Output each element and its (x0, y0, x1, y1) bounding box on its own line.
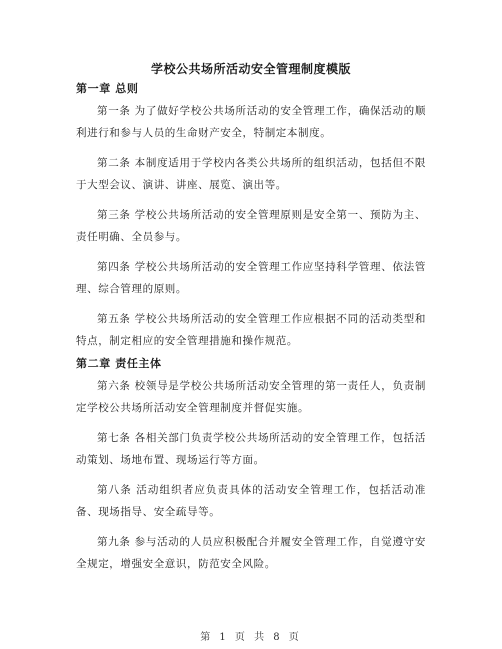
paragraph: 第一条 为了做好学校公共场所活动的安全管理工作，确保活动的顺利进行和参与人员的生命财产安全，特制定本制度。 (76, 105, 426, 139)
chapter-1-section (76, 78, 426, 352)
document-title: 学校公共场所活动安全管理制度模版 (150, 62, 351, 76)
paragraph: 第四条 学校公共场所活动的安全管理工作应坚持科学管理、依法管理、综合管理的原则。 (76, 261, 426, 295)
paragraph: 第五条 学校公共场所活动的安全管理工作应根据不同的活动类型和特点，制定相应的安全管理措施和操作规范。 (76, 313, 426, 347)
paragraph: 第六条 校领导是学校公共场所活动安全管理的第一责任人，负责制定学校公共场所活动安全管理制度并督促实施。 (76, 380, 426, 414)
paragraph: 第九条 参与活动的人员应积极配合并履安全管理工作，自觉遵守安全规定，增强安全意识，防范安全风险。 (76, 536, 426, 570)
page-number-footer: 第 1 页 共 8 页 (200, 632, 302, 643)
chapter-heading: 第一章 总则 (76, 82, 139, 95)
paragraph: 第三条 学校公共场所活动的安全管理原则是安全第一、预防为主、责任明确、全员参与。 (76, 209, 426, 243)
chapter-heading: 第二章 责任主体 (76, 357, 162, 370)
chapter-2-section (76, 353, 426, 575)
paragraph: 第七条 各相关部门负责学校公共场所活动的安全管理工作，包括活动策划、场地布置、现场运行等方面。 (76, 432, 426, 466)
paragraph: 第八条 活动组织者应负责具体的活动安全管理工作，包括活动准备、现场指导、安全疏导等。 (76, 484, 426, 518)
paragraph: 第二条 本制度适用于学校内各类公共场所的组织活动，包括但不限于大型会议、演讲、讲座、展览、演出等。 (76, 157, 426, 191)
